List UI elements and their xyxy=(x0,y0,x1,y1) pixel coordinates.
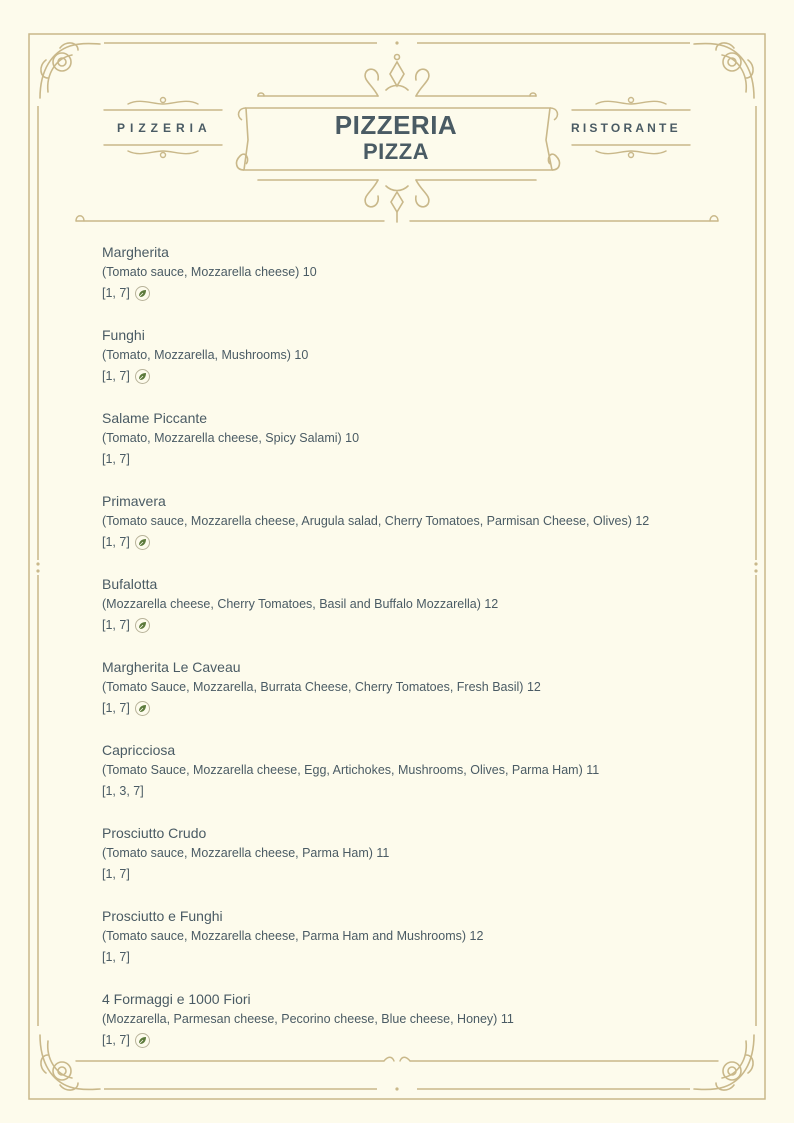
menu-item xyxy=(102,574,722,657)
menu-item-description: (Tomato sauce, Mozzarella cheese) 10 xyxy=(102,265,317,279)
menu-item-allergen-row xyxy=(102,283,722,303)
menu-item-allergen-row xyxy=(102,615,722,635)
leaf-icon xyxy=(135,369,150,384)
menu-item-name: Capricciosa xyxy=(102,742,176,758)
menu-item-description: (Tomato Sauce, Mozzarella cheese, Egg, Artichokes, Mushrooms, Olives, Parma Ham) 11 xyxy=(102,763,600,777)
menu-item xyxy=(102,657,722,740)
menu-item-allergen-row xyxy=(102,947,722,967)
menu-item-name: Margherita Le Caveau xyxy=(102,659,241,675)
menu-item-name: Prosciutto e Funghi xyxy=(102,908,223,924)
menu-item-allergens: [1, 7] xyxy=(102,452,130,466)
menu-item-description: (Tomato sauce, Mozzarella cheese, Parma Ham and Mushrooms) 12 xyxy=(102,929,484,943)
leaf-icon xyxy=(135,286,150,301)
leaf-icon xyxy=(135,701,150,716)
menu-item-allergens: [1, 7] xyxy=(102,701,130,715)
menu-item-allergen-row xyxy=(102,781,722,801)
menu-item-name: Salame Piccante xyxy=(102,410,208,426)
menu-item-name: Prosciutto Crudo xyxy=(102,825,207,841)
right-side-label: RISTORANTE xyxy=(571,121,681,135)
menu-item-name: 4 Formaggi e 1000 Fiori xyxy=(102,991,251,1007)
menu-item-description: (Tomato sauce, Mozzarella cheese, Arugula salad, Cherry Tomatoes, Parmisan Cheese, Olives) 12 xyxy=(102,514,650,528)
menu-item-allergen-row xyxy=(102,698,722,718)
menu-item xyxy=(102,740,722,823)
menu-item-description: (Mozzarella, Parmesan cheese, Pecorino cheese, Blue cheese, Honey) 11 xyxy=(102,1012,514,1026)
menu-item-allergen-row xyxy=(102,864,722,884)
menu-item-allergens: [1, 7] xyxy=(102,867,130,881)
left-side-label: PIZZERIA xyxy=(117,121,212,135)
leaf-icon xyxy=(135,618,150,633)
menu-item xyxy=(102,242,722,325)
menu-item xyxy=(102,408,722,491)
menu-item xyxy=(102,906,722,989)
menu-item-name: Margherita xyxy=(102,244,169,260)
menu-item-allergen-row xyxy=(102,449,722,469)
menu-item-allergens: [1, 7] xyxy=(102,286,130,300)
leaf-icon xyxy=(135,1033,150,1048)
menu-item-name: Primavera xyxy=(102,493,166,509)
menu-item-allergens: [1, 7] xyxy=(102,369,130,383)
menu-item-description: (Tomato Sauce, Mozzarella, Burrata Cheese, Cherry Tomatoes, Fresh Basil) 12 xyxy=(102,680,541,694)
menu-item xyxy=(102,989,722,1072)
page-subtitle: PIZZA xyxy=(362,139,430,164)
menu-item xyxy=(102,491,722,574)
menu-item-allergen-row xyxy=(102,366,722,386)
menu-item-description: (Tomato sauce, Mozzarella cheese, Parma Ham) 11 xyxy=(102,846,390,860)
menu-item-allergens: [1, 3, 7] xyxy=(102,784,144,798)
menu-item-name: Bufalotta xyxy=(102,576,158,592)
menu-item-allergens: [1, 7] xyxy=(102,1033,130,1047)
menu-item-allergens: [1, 7] xyxy=(102,950,130,964)
menu-item xyxy=(102,823,722,906)
menu-item-name: Funghi xyxy=(102,327,145,343)
menu-item-description: (Tomato, Mozzarella, Mushrooms) 10 xyxy=(102,348,309,362)
menu-item-description: (Tomato, Mozzarella cheese, Spicy Salami) 10 xyxy=(102,431,360,445)
menu-item-allergens: [1, 7] xyxy=(102,535,130,549)
menu-item-allergen-row xyxy=(102,1030,722,1050)
menu-item-description: (Mozzarella cheese, Cherry Tomatoes, Basil and Buffalo Mozzarella) 12 xyxy=(102,597,499,611)
leaf-icon xyxy=(135,535,150,550)
menu-item-allergens: [1, 7] xyxy=(102,618,130,632)
menu-item-allergen-row xyxy=(102,532,722,552)
menu-list xyxy=(102,242,722,1072)
menu-item xyxy=(102,325,722,408)
page-title: PIZZERIA xyxy=(334,110,458,140)
